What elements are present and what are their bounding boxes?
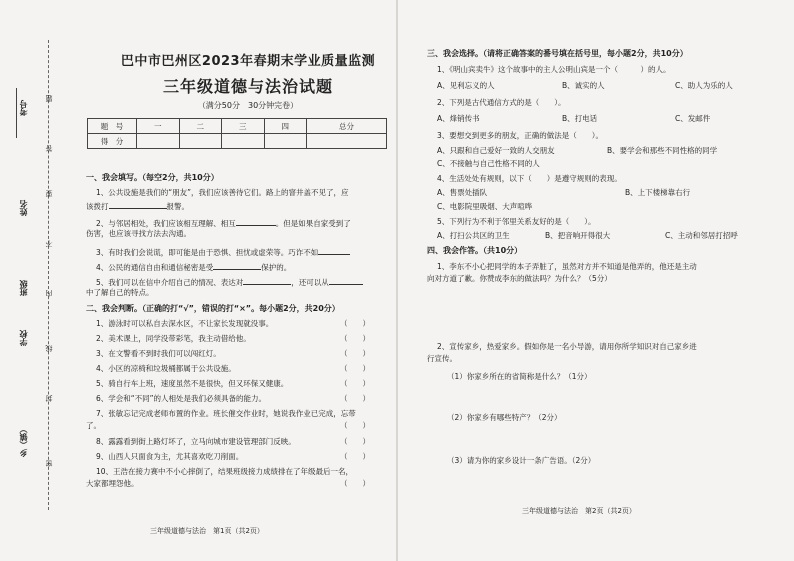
judge-item-8: 8、露露看到街上路灯坏了，立马向城市建设管理部门反映。 xyxy=(96,437,296,446)
name-label: 姓名 xyxy=(19,200,28,216)
township-label: 乡（镇） xyxy=(19,425,28,457)
answer-2-q1: （1）你家乡所在的省简称是什么？（1分） xyxy=(447,372,592,381)
q5-text-a: 5、我们可以在信中介绍自己的情况、表达对 xyxy=(96,278,244,287)
q4-blank[interactable] xyxy=(213,260,261,270)
seal-char: 密 xyxy=(45,460,53,467)
class-label: 班级 xyxy=(19,280,28,296)
answer-1-line1: 1、李东不小心把同学的本子弄脏了，虽然对方并不知道是他弄的，他还是主动 xyxy=(437,262,697,271)
section2-title: 二、我会判断。（正确的打“√”，错误的打“×”。每小题2分，共20分） xyxy=(86,304,340,313)
judge-item-3: 3、在文警看不到时我们可以闯红灯。 xyxy=(96,349,221,358)
score-table-row-label: 题 号 xyxy=(88,119,137,134)
score-table-col: 三 xyxy=(222,119,265,134)
q5-text-b: ，还可以从 xyxy=(291,278,329,287)
seal-char: 内 xyxy=(45,290,53,297)
judge-answer-1[interactable]: （ ） xyxy=(340,319,370,328)
choice-5-opt-b[interactable]: B、把音响开得很大 xyxy=(545,231,611,240)
score-table-col: 总分 xyxy=(307,119,387,134)
choice-3: 3、要想交到更多的朋友，正确的做法是（ ）。 xyxy=(437,131,604,140)
choice-2-opt-c[interactable]: C、发邮件 xyxy=(675,114,711,123)
section3-title: 三、我会选择。（请将正确答案的番号填在括号里，每小题2分，共10分） xyxy=(427,49,688,58)
answer-2-q2: （2）你家乡有哪些特产？（2分） xyxy=(447,413,562,422)
choice-3-opt-a[interactable]: A、只跟和自己爱好一致的人交朋友 xyxy=(437,146,555,155)
q4-line1 xyxy=(96,260,291,273)
q1-line1: 1、公共设施是我们的“朋友”，我们应该善待它们。路上的窨井盖不见了，应 xyxy=(96,188,349,197)
page-footer: 三年级道德与法治 第1页（共2页） xyxy=(150,527,264,535)
exam-number-label: 考号 xyxy=(19,100,28,116)
score-cell[interactable] xyxy=(179,134,222,149)
q5-line2: 中了解自己的特点。 xyxy=(86,288,154,297)
seal-char: 封 xyxy=(45,395,53,402)
judge-item-4: 4、小区的凉椅和垃圾桶都属于公共设施。 xyxy=(96,364,236,373)
choice-4-opt-c[interactable]: C、电影院里吸烟、大声喧哗 xyxy=(437,202,533,211)
judge-item-9: 9、山西人只面食为主，尤其喜欢吃刀削面。 xyxy=(96,452,244,461)
seal-char: 题 xyxy=(45,95,53,102)
choice-4-opt-a[interactable]: A、售票处插队 xyxy=(437,188,488,197)
choice-4: 4、生活处处有规则，以下（ ）是遵守规则的表现。 xyxy=(437,174,622,183)
judge-item-7: 7、张敏忘记完成老师布置的作业。班长催交作业时，她说我作业已完成，忘带 xyxy=(96,409,356,418)
judge-answer-10[interactable]: （ ） xyxy=(340,479,370,488)
choice-1: 1、《明山宾卖牛》这个故事中的主人公明山宾是一个（ ）的人。 xyxy=(437,65,671,74)
q4-text-a: 4、公民的通信自由和通信秘密是受 xyxy=(96,263,214,272)
judge-item-10: 10、王浩在接力赛中不小心摔倒了，结果班级接力成绩排在了年级最后一名， xyxy=(96,467,354,476)
seal-char: 要 xyxy=(45,190,53,197)
score-table-col: 一 xyxy=(137,119,180,134)
judge-answer-3[interactable]: （ ） xyxy=(340,349,370,358)
binding-margin xyxy=(10,40,80,510)
seal-char: 不 xyxy=(45,240,53,247)
q1-line2 xyxy=(86,199,189,212)
q2-blank[interactable] xyxy=(236,216,276,226)
seal-char: 答 xyxy=(45,145,53,152)
q3-text: 3、有时我们会说谎，即可能是由于恐惧、担忧或虚荣等。巧诈不如 xyxy=(96,248,319,257)
choice-1-opt-c[interactable]: C、助人为乐的人 xyxy=(675,81,733,90)
judge-answer-7[interactable]: （ ） xyxy=(340,421,370,430)
judge-item-2: 2、美术课上，同学没带彩笔，我主动借给他。 xyxy=(96,334,251,343)
q5-blank[interactable] xyxy=(243,275,291,285)
judge-answer-2[interactable]: （ ） xyxy=(340,334,370,343)
school-label: 学校 xyxy=(19,330,28,346)
binding-dashed-line xyxy=(48,40,49,510)
judge-answer-5[interactable]: （ ） xyxy=(340,379,370,388)
judge-answer-6[interactable]: （ ） xyxy=(340,394,370,403)
right-page xyxy=(397,0,794,561)
q5-blank-2[interactable] xyxy=(329,275,363,285)
choice-2: 2、下列是古代通信方式的是（ ）。 xyxy=(437,98,566,107)
choice-1-opt-a[interactable]: A、见利忘义的人 xyxy=(437,81,495,90)
section4-title: 四、我会作答。（共10分） xyxy=(427,246,523,255)
choice-5-opt-c[interactable]: C、主动和邻居打招呼 xyxy=(665,231,738,240)
q2-text-b: 。但是如果自家受到了 xyxy=(275,219,351,228)
judge-item-10-cont: 大家都埋怨他。 xyxy=(86,479,139,488)
choice-2-opt-b[interactable]: B、打电话 xyxy=(562,114,598,123)
seal-char: 线 xyxy=(45,345,53,352)
exam-title: 巴中市巴州区2023年春期末学业质量监测 xyxy=(120,54,376,69)
choice-5-opt-a[interactable]: A、打扫公共区的卫生 xyxy=(437,231,510,240)
choice-3-opt-b[interactable]: B、要学会和那些不同性格的同学 xyxy=(607,146,718,155)
q2-line2: 伤害，也应该寻找方法去沟通。 xyxy=(86,229,191,238)
answer-2-q3: （3）请为你的家乡设计一条广告语。（2分） xyxy=(447,456,596,465)
score-table-row-label: 得 分 xyxy=(88,134,137,149)
subject-title: 三年级道德与法治试题 xyxy=(162,77,333,96)
choice-5: 5、下列行为不利于邻里关系友好的是（ ）。 xyxy=(437,217,596,226)
judge-item-7-cont: 了。 xyxy=(86,421,101,430)
score-table-col: 四 xyxy=(264,119,307,134)
score-table-header-row xyxy=(88,119,387,134)
q1-blank[interactable] xyxy=(109,199,167,209)
q3-blank[interactable] xyxy=(318,245,350,255)
judge-item-1: 1、游泳时可以私自去深水区，不让家长发现就没事。 xyxy=(96,319,274,328)
score-table-score-row xyxy=(88,134,387,149)
answer-2-line1: 2、宣传家乡，热爱家乡。假如你是一名小导游，请用你所学知识对自己家乡进 xyxy=(437,342,697,351)
score-table-col: 二 xyxy=(179,119,222,134)
choice-1-opt-b[interactable]: B、诚实的人 xyxy=(562,81,605,90)
judge-item-6: 6、学会和“不同”的人相处是我们必须具备的能力。 xyxy=(96,394,267,403)
section1-title: 一、我会填写。（每空2分，共10分） xyxy=(86,173,219,182)
exam-subtitle: （满分50分 30分钟完卷） xyxy=(197,101,299,110)
q2-text-a: 2、与邻居相处，我们应该相互理解、相互 xyxy=(96,219,236,228)
answer-1-line2: 向对方道了歉。你赞成李东的做法吗？为什么？（5分） xyxy=(427,274,612,283)
judge-answer-9[interactable]: （ ） xyxy=(340,452,370,461)
choice-2-opt-a[interactable]: A、烽销传书 xyxy=(437,114,480,123)
score-cell[interactable] xyxy=(264,134,307,149)
choice-4-opt-b[interactable]: B、上下楼梯靠右行 xyxy=(625,188,691,197)
exam-number-line xyxy=(16,88,17,138)
answer-2-line2: 行宣传。 xyxy=(427,354,457,363)
judge-answer-8[interactable]: （ ） xyxy=(340,437,370,446)
judge-answer-4[interactable]: （ ） xyxy=(340,364,370,373)
q1-text-b: 报警。 xyxy=(166,202,189,211)
score-table xyxy=(87,118,387,149)
score-cell[interactable] xyxy=(137,134,180,149)
q4-text-b: 保护的。 xyxy=(261,263,292,272)
choice-3-opt-c[interactable]: C、不接触与自己性格不同的人 xyxy=(437,159,540,168)
score-cell[interactable] xyxy=(222,134,265,149)
q3-line1 xyxy=(96,245,350,258)
q1-text-a: 该拨打 xyxy=(86,202,109,211)
judge-item-5: 5、骑自行车上班，速度虽然不是很快，但又环保又健康。 xyxy=(96,379,289,388)
page-footer: 三年级道德与法治 第2页（共2页） xyxy=(522,507,636,515)
score-cell[interactable] xyxy=(307,134,387,149)
